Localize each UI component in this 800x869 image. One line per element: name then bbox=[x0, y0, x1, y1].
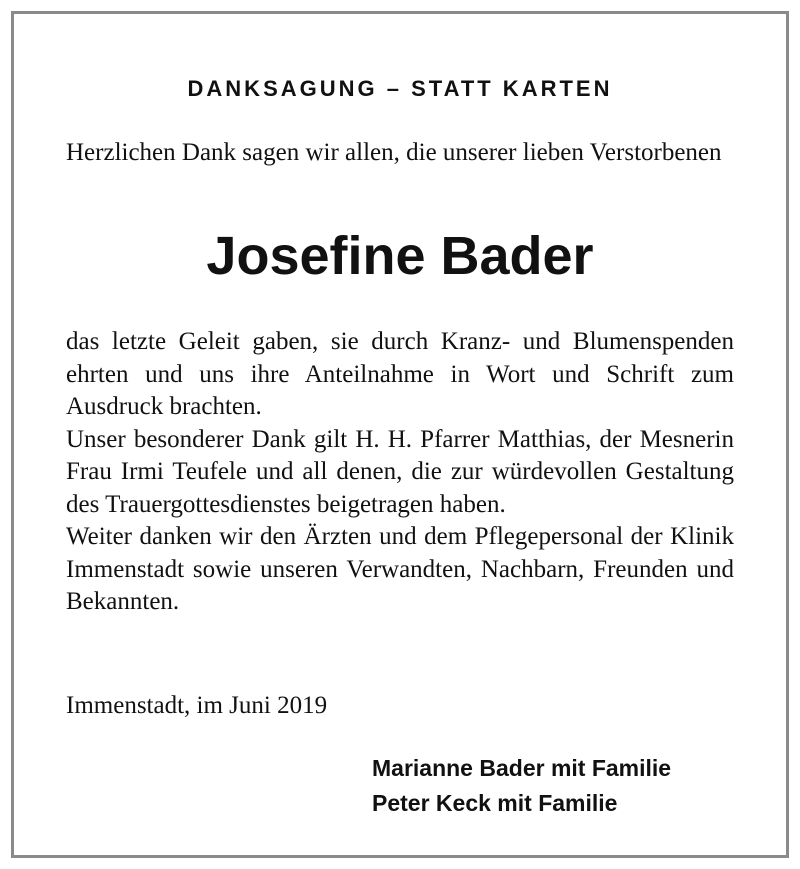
signature-line: Peter Keck mit Familie bbox=[372, 790, 618, 816]
deceased-name: Josefine Bader bbox=[206, 226, 594, 286]
paragraph-pastor: Unser besonderer Dank gilt H. H. Pfarrer Matthias, der Mesnerin Frau Irmi Teufele und all denen, die zur würdevollen Gestaltung des Trauergottesdienstes beigetragen haben. bbox=[66, 425, 734, 518]
body-text bbox=[66, 326, 734, 619]
signature-line: Marianne Bader mit Familie bbox=[372, 755, 672, 781]
paragraph-clinic: Weiter danken wir den Ärzten und dem Pflegepersonal der Klinik Immenstadt sowie unseren Verwandten, Nachbarn, Freunden und Bekannten. bbox=[66, 523, 734, 615]
notice-content bbox=[66, 14, 734, 855]
place-date: Immenstadt, im Juni 2019 bbox=[66, 692, 328, 719]
notice-heading: DANKSAGUNG – STATT KARTEN bbox=[187, 76, 613, 101]
notice-frame bbox=[11, 11, 789, 858]
signatures bbox=[372, 751, 734, 821]
intro-text: Herzlichen Dank sagen wir allen, die unserer lieben Verstorbenen bbox=[66, 139, 722, 166]
paragraph-farewell: das letzte Geleit gaben, sie durch Kranz- und Blumenspenden ehrten und uns ihre Anteilnahme in Wort und Schrift zum Ausdruck brachten. bbox=[66, 328, 734, 420]
